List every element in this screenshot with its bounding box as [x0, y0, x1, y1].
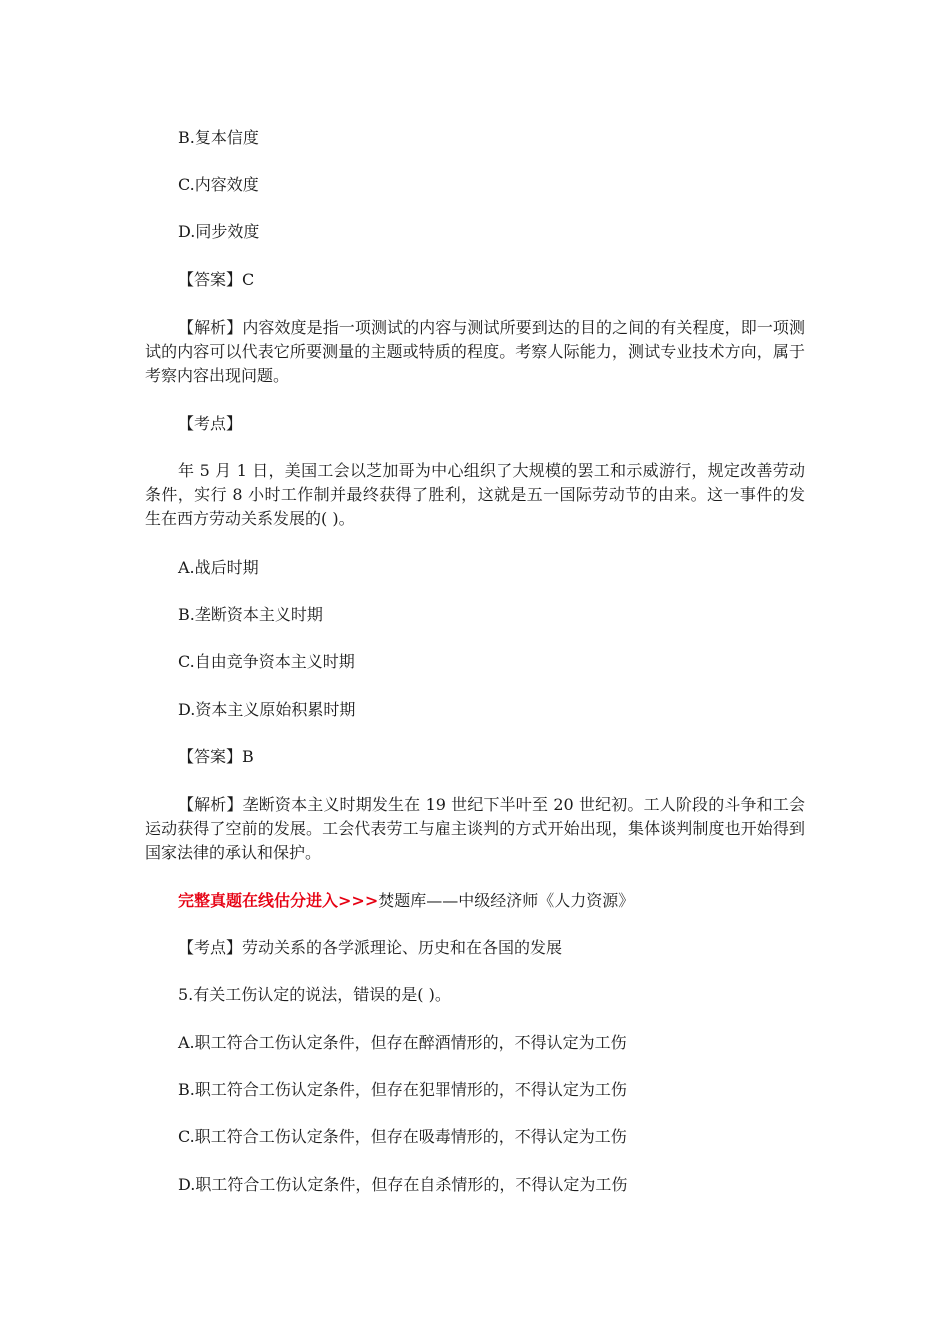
option-b: B.复本信度 — [178, 128, 259, 147]
promo-tail[interactable]: 焚题库——中级经济师《人力资源》 — [378, 891, 635, 910]
option-d: D.职工符合工伤认定条件，但存在自杀情形的，不得认定为工伤 — [178, 1175, 628, 1194]
keypoint: 【考点】 — [178, 414, 243, 433]
promo-banner[interactable] — [178, 890, 634, 912]
keypoint: 【考点】劳动关系的各学派理论、历史和在各国的发展 — [178, 938, 563, 957]
option-b: B.垄断资本主义时期 — [178, 605, 323, 624]
option-a: A.职工符合工伤认定条件，但存在醉酒情形的，不得认定为工伤 — [178, 1033, 627, 1052]
analysis: 【解析】内容效度是指一项测试的内容与测试所要到达的目的之间的有关程度，即一项测试的内容可以代表它所要测量的主题或特质的程度。考察人际能力，测试专业技术方向，属于考察内容出现问题。 — [145, 318, 805, 385]
option-c: C.自由竞争资本主义时期 — [178, 652, 355, 671]
promo-link[interactable]: 完整真题在线估分进入>>> — [178, 891, 379, 910]
option-c: C.职工符合工伤认定条件，但存在吸毒情形的，不得认定为工伤 — [178, 1127, 627, 1146]
analysis: 【解析】垄断资本主义时期发生在 19 世纪下半叶至 20 世纪初。工人阶段的斗争和工会运动获得了空前的发展。工会代表劳工与雇主谈判的方式开始出现，集体谈判制度也开始得到国家法律的承认和保护。 — [145, 795, 805, 862]
answer: 【答案】B — [178, 747, 254, 766]
question-stem: 年 5 月 1 日，美国工会以芝加哥为中心组织了大规模的罢工和示威游行，规定改善劳动条件，实行 8 小时工作制并最终获得了胜利，这就是五一国际劳动节的由来。这一事件的发生在西方劳动关系发展的( )。 — [145, 461, 805, 528]
option-d: D.资本主义原始积累时期 — [178, 700, 356, 719]
option-d: D.同步效度 — [178, 222, 260, 241]
option-b: B.职工符合工伤认定条件，但存在犯罪情形的，不得认定为工伤 — [178, 1080, 627, 1099]
option-c: C.内容效度 — [178, 175, 259, 194]
question-stem: 5.有关工伤认定的说法，错误的是( )。 — [178, 985, 451, 1004]
answer: 【答案】C — [178, 270, 255, 289]
option-a: A.战后时期 — [178, 558, 259, 577]
